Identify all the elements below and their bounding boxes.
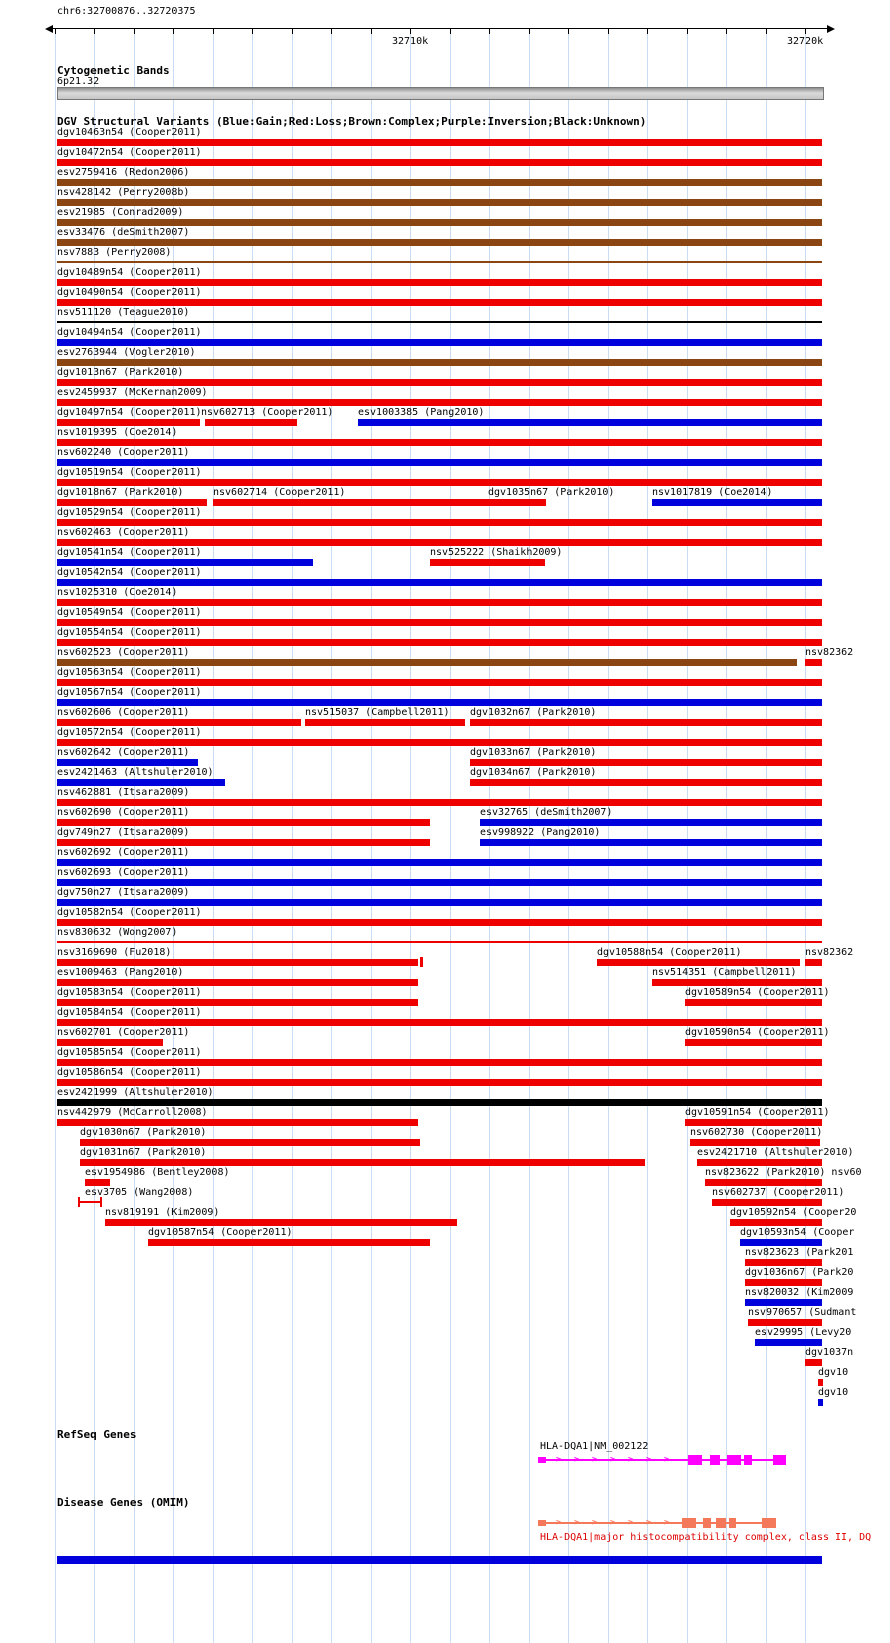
variant-label[interactable]: dgv10490n54 (Cooper2011): [57, 287, 202, 298]
refseq-exon[interactable]: [710, 1455, 720, 1465]
variant-bar[interactable]: [57, 739, 822, 746]
variant-bar[interactable]: [80, 1159, 645, 1166]
variant-bar[interactable]: [57, 339, 822, 346]
gridline: [726, 28, 727, 1643]
variant-bar[interactable]: [818, 1379, 823, 1386]
variant-bar[interactable]: [805, 959, 822, 966]
variant-label[interactable]: dgv10: [818, 1367, 849, 1378]
variant-label[interactable]: nsv511120 (Teague2010): [57, 307, 190, 318]
variant-bar[interactable]: [57, 1119, 418, 1126]
gridline: [331, 28, 332, 1643]
variant-label[interactable]: esv2421999 (Altshuler2010): [57, 1087, 214, 1098]
variant-label[interactable]: dgv10592n54 (Cooper20: [730, 1207, 857, 1218]
omim-gene-label[interactable]: HLA-DQA1|major histocompatibility complex, class II, DQ: [540, 1532, 872, 1543]
variant-label[interactable]: nsv462881 (Itsara2009): [57, 787, 190, 798]
variant-bar[interactable]: [57, 459, 822, 466]
variant-bar[interactable]: [480, 839, 822, 846]
variant-label[interactable]: dgv10519n54 (Cooper2011): [57, 467, 202, 478]
variant-label[interactable]: dgv10591n54 (Cooper2011): [685, 1107, 830, 1118]
variant-label[interactable]: nsv602690 (Cooper2011): [57, 807, 190, 818]
variant-bar[interactable]: [730, 1219, 822, 1226]
ruler-tick: [766, 28, 767, 34]
refseq-exon[interactable]: [727, 1455, 741, 1465]
cytoband-bar[interactable]: [57, 87, 824, 100]
variant-label[interactable]: dgv10472n54 (Cooper2011): [57, 147, 202, 158]
variant-bar[interactable]: [57, 979, 418, 986]
variant-bar[interactable]: [57, 941, 822, 943]
variant-bar[interactable]: [57, 1059, 822, 1066]
variant-bar[interactable]: [57, 999, 418, 1006]
variant-bar[interactable]: [57, 159, 822, 166]
variant-label[interactable]: dgv10588n54 (Cooper2011): [597, 947, 742, 958]
variant-label[interactable]: nsv602730 (Cooper2011): [690, 1127, 823, 1138]
variant-label[interactable]: nsv820032 (Kim2009: [745, 1287, 854, 1298]
variant-label[interactable]: esv21985 (Conrad2009): [57, 207, 184, 218]
variant-label[interactable]: nsv3169690 (Fu2018): [57, 947, 172, 958]
ruler-tick: [805, 28, 806, 34]
variant-bar[interactable]: [57, 379, 822, 386]
variant-label[interactable]: dgv1033n67 (Park2010): [470, 747, 597, 758]
variant-bar[interactable]: [745, 1299, 822, 1306]
omim-strand-arrow-icon: >: [646, 1518, 652, 1528]
gridline: [410, 28, 411, 1643]
variant-label[interactable]: esv1003385 (Pang2010): [358, 407, 485, 418]
variant-bar[interactable]: [205, 419, 297, 426]
variant-bar[interactable]: [470, 779, 822, 786]
ruler-tick: [608, 28, 609, 34]
omim-strand-arrow-icon: >: [556, 1518, 562, 1528]
variant-bar[interactable]: [57, 359, 822, 366]
variant-bar[interactable]: [57, 619, 822, 626]
variant-bar[interactable]: [685, 999, 822, 1006]
variant-label[interactable]: dgv10529n54 (Cooper2011): [57, 507, 202, 518]
variant-bar[interactable]: [78, 1197, 80, 1207]
variant-bar[interactable]: [57, 919, 822, 926]
variant-bar[interactable]: [57, 261, 822, 263]
variant-label[interactable]: esv1009463 (Pang2010): [57, 967, 184, 978]
variant-bar[interactable]: [78, 1201, 102, 1203]
variant-label[interactable]: nsv1017819 (Coe2014): [652, 487, 773, 498]
variant-bar[interactable]: [57, 321, 822, 323]
refseq-strand-arrow-icon: >: [574, 1455, 580, 1465]
omim-track-title: Disease Genes (OMIM): [57, 1496, 190, 1509]
variant-label[interactable]: nsv602701 (Cooper2011): [57, 1027, 190, 1038]
ruler-tick: [94, 28, 95, 34]
refseq-gene-label[interactable]: HLA-DQA1|NM_002122: [540, 1441, 649, 1452]
variant-bar[interactable]: [57, 899, 822, 906]
variant-bar[interactable]: [57, 699, 822, 706]
variant-label[interactable]: nsv602714 (Cooper2011): [213, 487, 346, 498]
variant-bar[interactable]: [148, 1239, 430, 1246]
variant-bar[interactable]: [57, 819, 430, 826]
variant-bar[interactable]: [745, 1279, 822, 1286]
refseq-strand-arrow-icon: >: [664, 1455, 670, 1465]
variant-label[interactable]: nsv82362: [805, 647, 854, 658]
variant-label[interactable]: nsv428142 (Perry2008b): [57, 187, 190, 198]
variant-bar[interactable]: [57, 659, 797, 666]
ruler-tick: [371, 28, 372, 34]
variant-bar[interactable]: [57, 759, 198, 766]
variant-label[interactable]: dgv10584n54 (Cooper2011): [57, 1007, 202, 1018]
gridline: [450, 28, 451, 1643]
variant-label[interactable]: nsv515037 (Campbell2011): [305, 707, 450, 718]
variant-label[interactable]: nsv602606 (Cooper2011): [57, 707, 190, 718]
variant-bar[interactable]: [57, 1099, 822, 1106]
omim-strand-arrow-icon: >: [610, 1518, 616, 1528]
variant-label[interactable]: dgv10549n54 (Cooper2011): [57, 607, 202, 618]
variant-label[interactable]: dgv1018n67 (Park2010): [57, 487, 184, 498]
variant-label[interactable]: dgv1032n67 (Park2010): [470, 707, 597, 718]
variant-label[interactable]: dgv1037n: [805, 1347, 854, 1358]
variant-bar[interactable]: [57, 179, 822, 186]
ruler-tick: [726, 28, 727, 34]
ruler-tick: [134, 28, 135, 34]
refseq-exon[interactable]: [773, 1455, 786, 1465]
variant-label[interactable]: esv33476 (deSmith2007): [57, 227, 190, 238]
variant-bar[interactable]: [57, 959, 418, 966]
variant-label[interactable]: nsv970657 (Sudmant: [748, 1307, 857, 1318]
variant-label[interactable]: dgv10542n54 (Cooper2011): [57, 567, 202, 578]
variant-bar[interactable]: [57, 419, 200, 426]
variant-bar[interactable]: [597, 959, 800, 966]
variant-bar[interactable]: [697, 1159, 822, 1166]
variant-label[interactable]: nsv602713 (Cooper2011): [201, 407, 334, 418]
omim-exon[interactable]: [762, 1518, 776, 1528]
variant-label[interactable]: nsv602463 (Cooper2011): [57, 527, 190, 538]
variant-bar[interactable]: [690, 1139, 820, 1146]
ruler-tick: [647, 28, 648, 34]
variant-label[interactable]: nsv1025310 (Coe2014): [57, 587, 178, 598]
variant-bar[interactable]: [430, 559, 545, 566]
gridline: [213, 28, 214, 1643]
ruler-tick: [55, 28, 56, 34]
variant-label[interactable]: dgv10582n54 (Cooper2011): [57, 907, 202, 918]
ruler-tick: [292, 28, 293, 34]
variant-bar[interactable]: [705, 1179, 822, 1186]
ruler-tick: [529, 28, 530, 34]
refseq-exon[interactable]: [538, 1457, 546, 1463]
variant-label[interactable]: dgv750n27 (Itsara2009): [57, 887, 190, 898]
variant-bar[interactable]: [358, 419, 822, 426]
variant-bar[interactable]: [470, 719, 822, 726]
variant-label[interactable]: nsv823623 (Park201: [745, 1247, 854, 1258]
refseq-strand-arrow-icon: >: [646, 1455, 652, 1465]
omim-strand-arrow-icon: >: [628, 1518, 634, 1528]
variant-label[interactable]: esv2759416 (Redon2006): [57, 167, 190, 178]
variant-label[interactable]: nsv819191 (Kim2009): [105, 1207, 220, 1218]
variant-label[interactable]: nsv514351 (Campbell2011): [652, 967, 797, 978]
variant-label[interactable]: nsv602642 (Cooper2011): [57, 747, 190, 758]
variant-label[interactable]: dgv10590n54 (Cooper2011): [685, 1027, 830, 1038]
gridline: [371, 28, 372, 1643]
variant-label[interactable]: dgv10589n54 (Cooper2011): [685, 987, 830, 998]
variant-label[interactable]: dgv10567n54 (Cooper2011): [57, 687, 202, 698]
variant-bar[interactable]: [57, 279, 822, 286]
variant-label[interactable]: nsv602692 (Cooper2011): [57, 847, 190, 858]
variant-label[interactable]: esv29995 (Levy20: [755, 1327, 852, 1338]
variant-label[interactable]: dgv1035n67 (Park2010): [488, 487, 615, 498]
ruler-tick: [687, 28, 688, 34]
variant-bar[interactable]: [818, 1399, 823, 1406]
omim-exon[interactable]: [703, 1518, 711, 1528]
variant-label[interactable]: dgv10583n54 (Cooper2011): [57, 987, 202, 998]
variant-bar[interactable]: [57, 139, 822, 146]
gridline: [608, 28, 609, 1643]
variant-label[interactable]: dgv10593n54 (Cooper: [740, 1227, 855, 1238]
variant-label[interactable]: dgv10541n54 (Cooper2011): [57, 547, 202, 558]
variant-label[interactable]: nsv602693 (Cooper2011): [57, 867, 190, 878]
variant-bar[interactable]: [745, 1259, 822, 1266]
bottom-track-bar[interactable]: [57, 1556, 822, 1564]
gridline: [647, 28, 648, 1643]
variant-label[interactable]: dgv10563n54 (Cooper2011): [57, 667, 202, 678]
variant-bar[interactable]: [57, 839, 430, 846]
variant-bar[interactable]: [57, 559, 313, 566]
omim-exon[interactable]: [538, 1520, 546, 1526]
variant-label[interactable]: dgv10497n54 (Cooper2011): [57, 407, 202, 418]
refseq-strand-arrow-icon: >: [628, 1455, 634, 1465]
gridline: [292, 28, 293, 1643]
variant-bar[interactable]: [80, 1139, 420, 1146]
omim-exon[interactable]: [716, 1518, 726, 1528]
variant-label[interactable]: nsv602523 (Cooper2011): [57, 647, 190, 658]
variant-bar[interactable]: [420, 957, 423, 967]
gridline: [766, 28, 767, 1643]
omim-strand-arrow-icon: >: [574, 1518, 580, 1528]
omim-strand-arrow-icon: >: [664, 1518, 670, 1528]
variant-bar[interactable]: [57, 879, 822, 886]
cytoband-band-label: 6p21.32: [57, 76, 100, 87]
variant-bar[interactable]: [57, 299, 822, 306]
variant-bar[interactable]: [305, 719, 465, 726]
ruler-tick: [173, 28, 174, 34]
variant-label[interactable]: nsv602737 (Cooper2011): [712, 1187, 845, 1198]
refseq-exon[interactable]: [688, 1455, 702, 1465]
variant-label[interactable]: dgv1031n67 (Park2010): [80, 1147, 207, 1158]
variant-bar[interactable]: [57, 719, 301, 726]
variant-bar[interactable]: [57, 219, 822, 226]
variant-bar[interactable]: [748, 1319, 822, 1326]
variant-bar[interactable]: [805, 1359, 822, 1366]
variant-bar[interactable]: [105, 1219, 457, 1226]
ruler-tick-label: 32710k: [392, 36, 429, 47]
variant-label[interactable]: dgv749n27 (Itsara2009): [57, 827, 190, 838]
variant-bar[interactable]: [57, 1019, 822, 1026]
variant-label[interactable]: dgv10586n54 (Cooper2011): [57, 1067, 202, 1078]
variant-label[interactable]: dgv10572n54 (Cooper2011): [57, 727, 202, 738]
variant-bar[interactable]: [480, 819, 822, 826]
variant-bar[interactable]: [685, 1119, 822, 1126]
variant-label[interactable]: esv2421710 (Altshuler2010): [697, 1147, 854, 1158]
cytoband-track-title: Cytogenetic Bands: [57, 64, 170, 77]
variant-bar[interactable]: [57, 859, 822, 866]
variant-bar[interactable]: [488, 499, 546, 506]
variant-bar[interactable]: [57, 679, 822, 686]
ruler-left-arrow-icon: [45, 25, 53, 33]
variant-label[interactable]: nsv525222 (Shaikh2009): [430, 547, 563, 558]
variant-bar[interactable]: [57, 799, 822, 806]
variant-label[interactable]: dgv10489n54 (Cooper2011): [57, 267, 202, 278]
ruler-tick: [450, 28, 451, 34]
refseq-track-title: RefSeq Genes: [57, 1428, 137, 1441]
variant-label[interactable]: nsv823622 (Park2010) nsv60: [705, 1167, 862, 1178]
variant-bar[interactable]: [57, 479, 822, 486]
variant-label[interactable]: dgv1013n67 (Park2010): [57, 367, 184, 378]
variant-label[interactable]: esv1954986 (Bentley2008): [85, 1167, 230, 1178]
variant-label[interactable]: dgv1036n67 (Park20: [745, 1267, 854, 1278]
variant-label[interactable]: nsv82362: [805, 947, 854, 958]
variant-bar[interactable]: [57, 519, 822, 526]
variant-label[interactable]: esv2421463 (Altshuler2010): [57, 767, 214, 778]
refseq-strand-arrow-icon: >: [610, 1455, 616, 1465]
ruler-tick: [331, 28, 332, 34]
variant-bar[interactable]: [755, 1339, 822, 1346]
variant-bar[interactable]: [85, 1179, 110, 1186]
variant-bar[interactable]: [57, 239, 822, 246]
variant-label[interactable]: dgv10463n54 (Cooper2011): [57, 127, 202, 138]
variant-label[interactable]: nsv7883 (Perry2008): [57, 247, 172, 258]
variant-label[interactable]: dgv10494n54 (Cooper2011): [57, 327, 202, 338]
variant-label[interactable]: esv3705 (Wang2008): [85, 1187, 194, 1198]
variant-label[interactable]: dgv10: [818, 1387, 849, 1398]
gridline: [252, 28, 253, 1643]
ruler-right-arrow-icon: [827, 25, 835, 33]
variant-label[interactable]: nsv830632 (Wong2007): [57, 927, 178, 938]
ruler-tick: [252, 28, 253, 34]
variant-bar[interactable]: [57, 539, 822, 546]
variant-label[interactable]: esv2763944 (Vogler2010): [57, 347, 196, 358]
omim-exon[interactable]: [682, 1518, 696, 1528]
variant-bar[interactable]: [57, 1039, 163, 1046]
omim-strand-arrow-icon: >: [592, 1518, 598, 1528]
variant-bar[interactable]: [57, 439, 822, 446]
variant-bar[interactable]: [57, 639, 822, 646]
variant-bar[interactable]: [57, 199, 822, 206]
variant-label[interactable]: nsv602240 (Cooper2011): [57, 447, 190, 458]
ruler-tick: [489, 28, 490, 34]
variant-bar[interactable]: [805, 659, 822, 666]
variant-label[interactable]: nsv1019395 (Coe2014): [57, 427, 178, 438]
variant-bar[interactable]: [652, 979, 822, 986]
variant-bar[interactable]: [685, 1039, 822, 1046]
refseq-strand-arrow-icon: >: [556, 1455, 562, 1465]
variant-label[interactable]: dgv10554n54 (Cooper2011): [57, 627, 202, 638]
variant-bar[interactable]: [57, 579, 822, 586]
omim-exon[interactable]: [729, 1518, 736, 1528]
variant-bar[interactable]: [740, 1239, 822, 1246]
dgv-track-title: DGV Structural Variants (Blue:Gain;Red:Loss;Brown:Complex;Purple:Inversion;Black:Unknown): [57, 115, 647, 128]
variant-label[interactable]: dgv10585n54 (Cooper2011): [57, 1047, 202, 1058]
region-coordinates: chr6:32700876..32720375: [57, 6, 196, 17]
gridline: [55, 28, 56, 1643]
variant-bar[interactable]: [57, 599, 822, 606]
variant-bar[interactable]: [57, 1079, 822, 1086]
ruler-tick: [568, 28, 569, 34]
variant-label[interactable]: dgv1030n67 (Park2010): [80, 1127, 207, 1138]
variant-bar[interactable]: [57, 499, 207, 506]
variant-label[interactable]: dgv10587n54 (Cooper2011): [148, 1227, 293, 1238]
variant-label[interactable]: esv998922 (Pang2010): [480, 827, 601, 838]
ruler-tick: [213, 28, 214, 34]
ruler-line: [52, 28, 827, 29]
gridline: [687, 28, 688, 1643]
variant-label[interactable]: dgv1034n67 (Park2010): [470, 767, 597, 778]
ruler-tick-label: 32720k: [787, 36, 824, 47]
ruler-tick: [410, 28, 411, 34]
variant-label[interactable]: esv32765 (deSmith2007): [480, 807, 613, 818]
variant-bar[interactable]: [57, 399, 822, 406]
variant-bar[interactable]: [57, 779, 225, 786]
gridline: [805, 28, 806, 1643]
variant-label[interactable]: esv2459937 (McKernan2009): [57, 387, 208, 398]
variant-bar[interactable]: [712, 1199, 822, 1206]
refseq-strand-arrow-icon: >: [592, 1455, 598, 1465]
variant-bar[interactable]: [470, 759, 822, 766]
variant-bar[interactable]: [652, 499, 822, 506]
variant-label[interactable]: nsv442979 (McCarroll2008): [57, 1107, 208, 1118]
refseq-exon[interactable]: [744, 1455, 752, 1465]
variant-bar[interactable]: [213, 499, 488, 506]
